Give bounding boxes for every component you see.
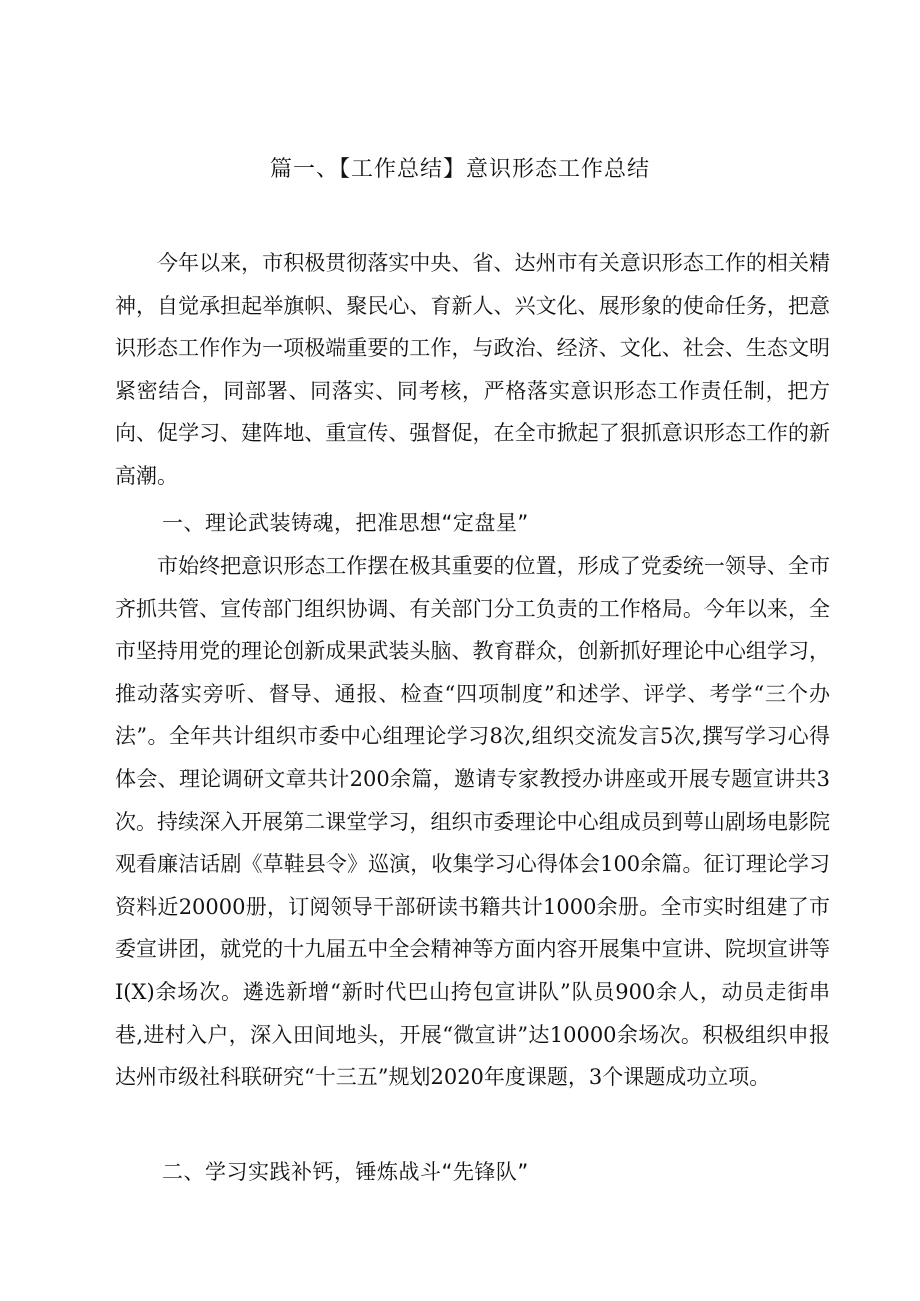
intro-paragraph: 今年以来，市积极贯彻落实中央、省、达州市有关意识形态工作的相关精神，自觉承担起举旗帜、聚民心、育新人、兴文化、展形象的使命任务，把意识形态工作作为一项极端重要的工作，与政治、经济、文化、社会、生态文明紧密结合，同部署、同落实、同考核，严格落实意识形态工作责任制，把方向、促学习、建阵地、重宣传、强督促，在全市掀起了狠抓意识形态工作的新高潮。 [115,251,830,488]
section-heading-1: 一、理论武装铸魂，把准思想“定盘星” [162,511,529,535]
section-1-paragraph: 市始终把意识形态工作摆在极其重要的位置，形成了党委统一领导、全市齐抓共管、宣传部门组织协调、有关部门分工负责的工作格局。今年以来，全市坚持用党的理论创新成果武装头脑、教育群众，创新抓好理论中心组学习，推动落实旁听、督导、通报、检查“四项制度”和述学、评学、考学“三个办法”。全年共计组织市委中心组理论学习8次,组织交流发言5次,撰写学习心得体会、理论调研文章共计200余篇，邀请专家教授办讲座或开展专题宣讲共3次。持续深入开展第二课堂学习，组织市委理论中心组成员到萼山剧场电影院观看廉洁话剧《草鞋县令》巡演，收集学习心得体会100余篇。征订理论学习资料近20000册，订阅领导干部研读书籍共计1000余册。全市实时组建了市委宣讲团，就党的十九届五中全会精神等方面内容开展集中宣讲、院坝宣讲等I(X)余场次。遴选新增“新时代巴山挎包宣讲队”队员900余人，动员走街串巷,进村入户，深入田间地头，开展“微宣讲”达10000余场次。积极组织申报达州市级社科联研究“十三五”规划2020年度课题，3个课题成功立项。 [115,554,830,1090]
document-title: 篇一、【工作总结】意识形态工作总结 [269,157,650,182]
section-heading-2: 二、学习实践补钙，锤炼战斗“先锋队” [162,1160,529,1184]
